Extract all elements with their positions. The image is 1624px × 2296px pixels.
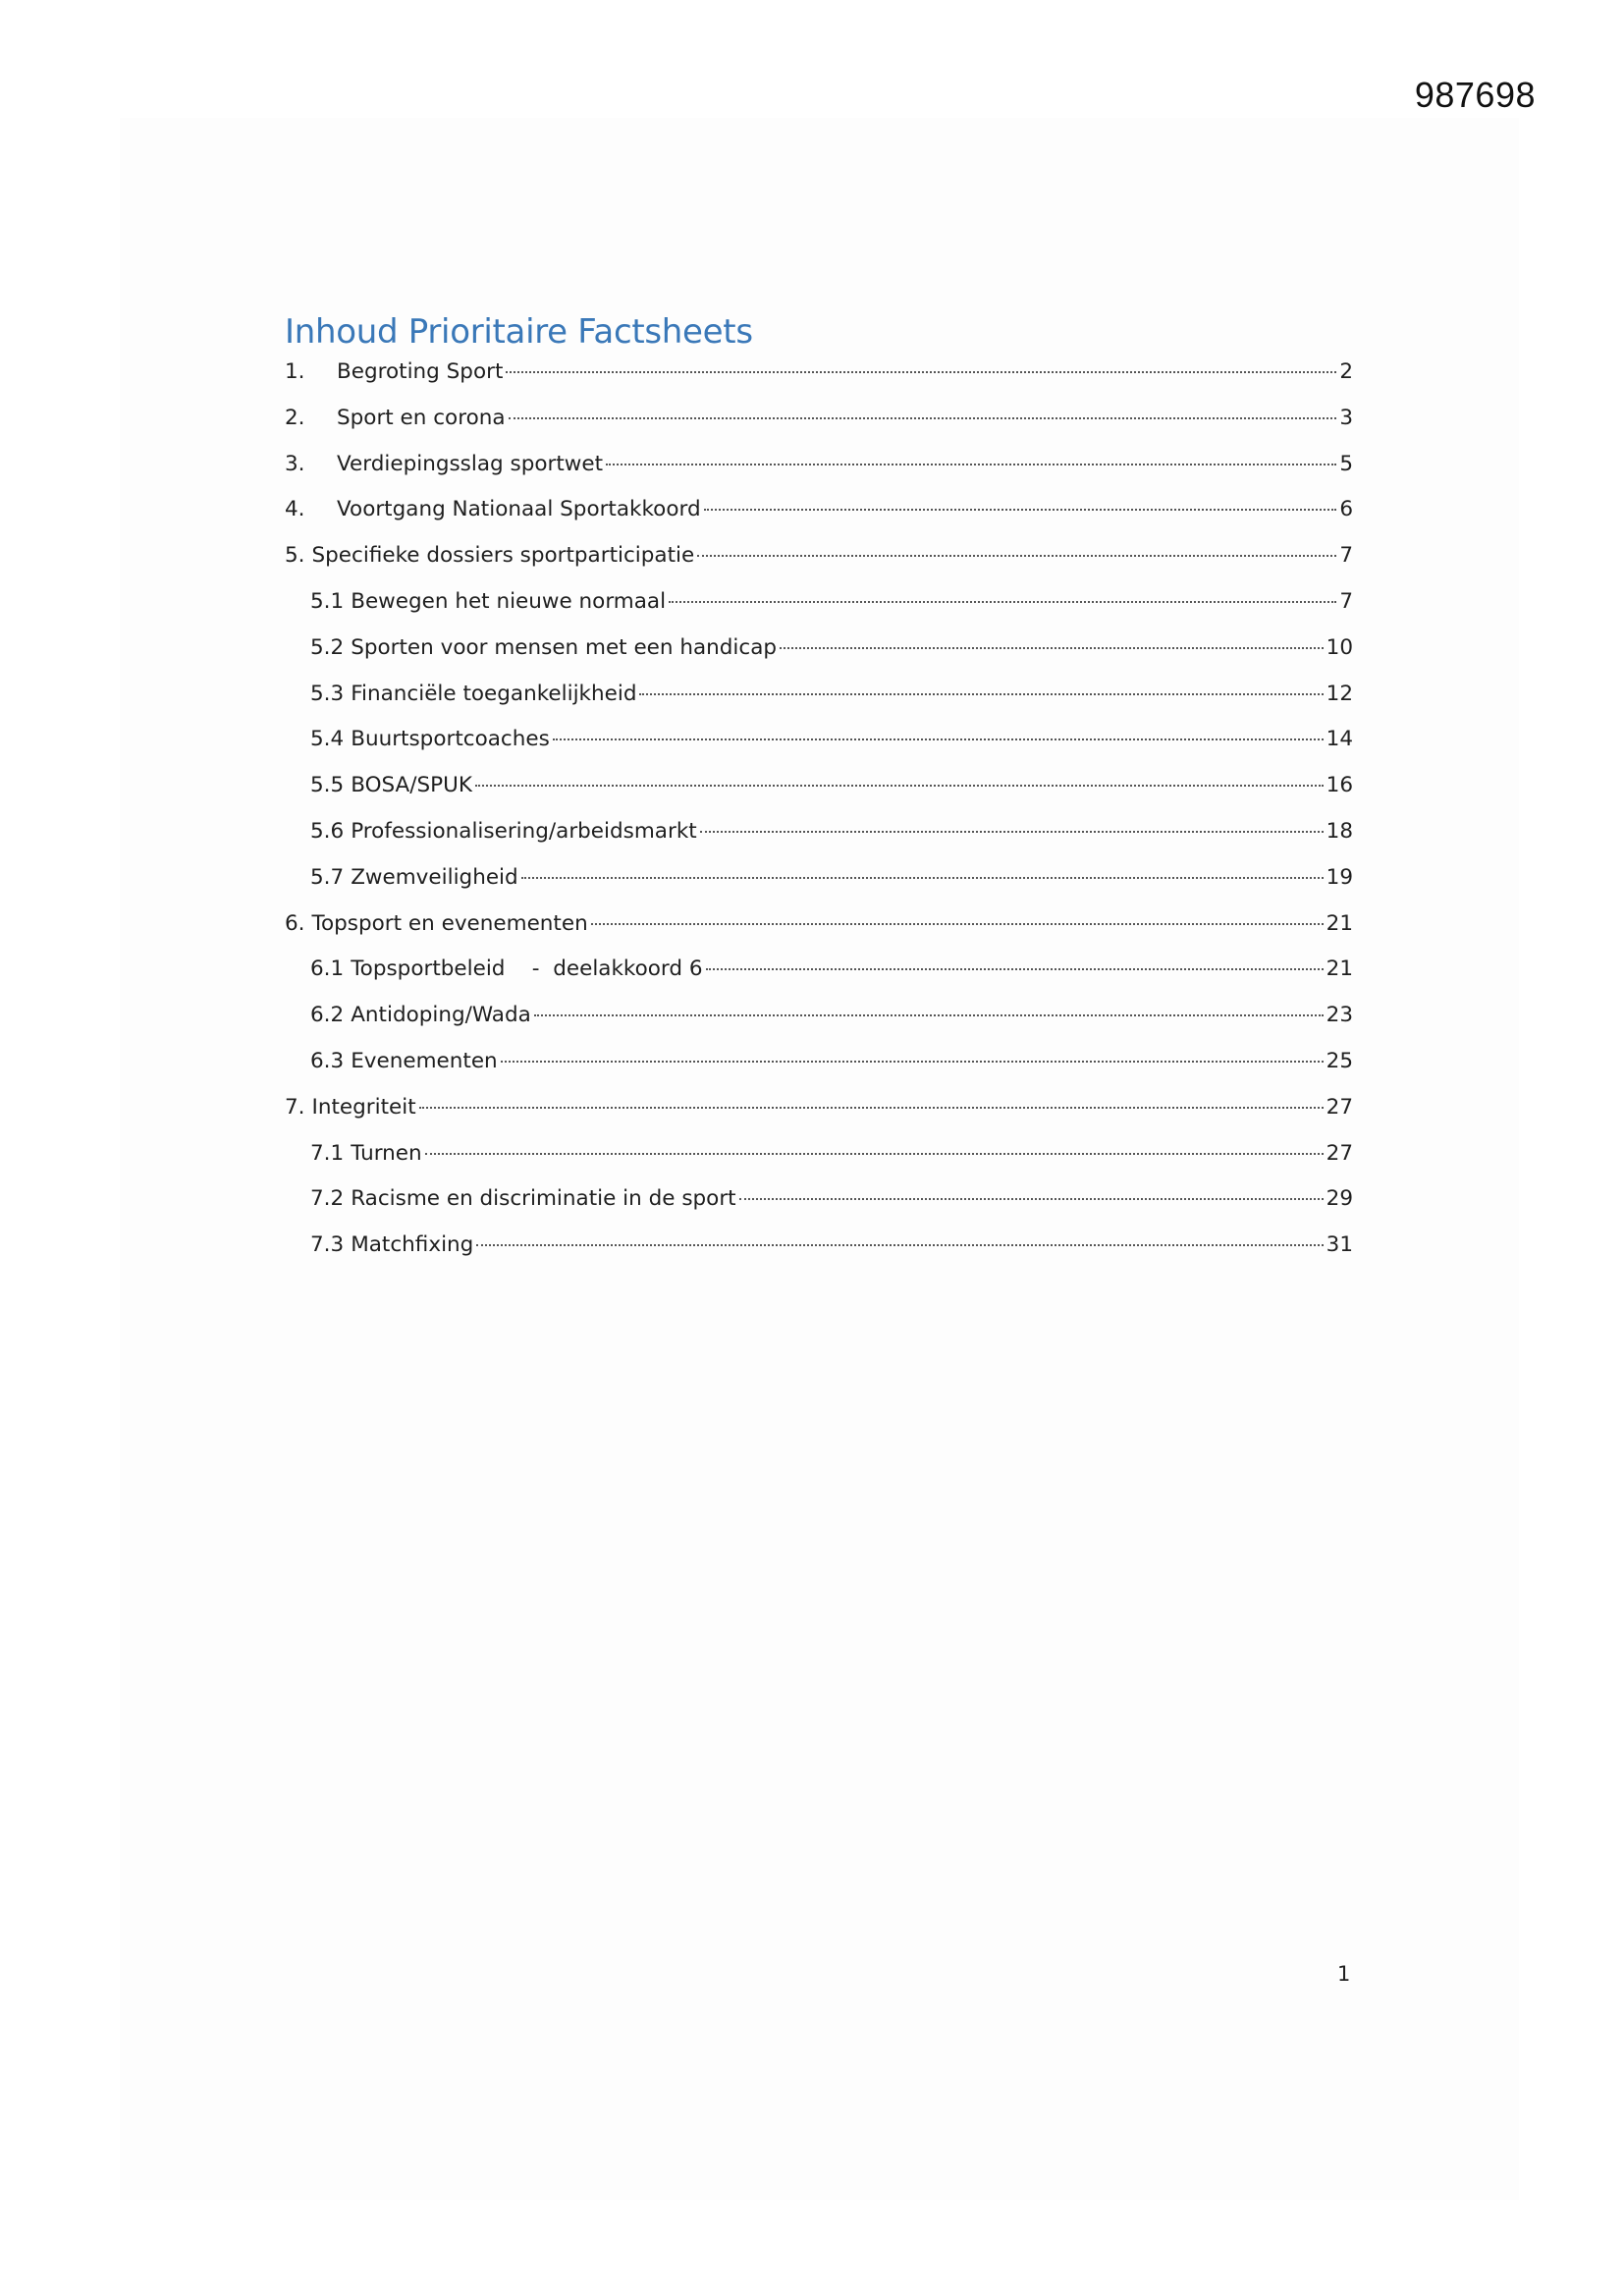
page-number: 1 bbox=[1337, 1962, 1351, 1986]
toc-entry[interactable] bbox=[285, 452, 1353, 498]
toc-entry-number: 5.6 bbox=[310, 818, 345, 844]
toc-entry[interactable] bbox=[285, 957, 1353, 1003]
toc-entry-page: 19 bbox=[1326, 864, 1353, 890]
toc-entry-label: Matchfixing bbox=[351, 1232, 474, 1258]
toc-dot-leader bbox=[606, 464, 1336, 465]
toc-dot-leader bbox=[697, 555, 1336, 557]
toc-entry-page: 5 bbox=[1339, 451, 1353, 476]
toc-entry[interactable] bbox=[285, 1232, 1353, 1279]
toc-entry-number: 3. bbox=[285, 451, 305, 476]
toc-entry-number: 5.1 bbox=[310, 588, 345, 614]
toc-entry-label: Bewegen het nieuwe normaal bbox=[351, 588, 667, 614]
toc-dot-leader bbox=[475, 785, 1324, 787]
toc-entry-label: Topsportbeleid - deelakkoord 6 bbox=[351, 957, 703, 982]
toc-entry[interactable] bbox=[285, 1003, 1353, 1049]
toc-entry[interactable] bbox=[285, 359, 1353, 406]
toc-entry-page: 21 bbox=[1326, 910, 1353, 936]
toc-entry-label: Specifieke dossiers sportparticipatie bbox=[311, 543, 695, 569]
toc-dot-leader bbox=[639, 693, 1323, 695]
toc-dot-leader bbox=[780, 647, 1324, 649]
toc-dot-leader bbox=[669, 601, 1336, 603]
toc-dot-leader bbox=[591, 923, 1324, 925]
toc-dot-leader bbox=[700, 831, 1324, 833]
toc-entry[interactable] bbox=[285, 635, 1353, 682]
toc-entry[interactable] bbox=[285, 406, 1353, 452]
toc-entry-page: 16 bbox=[1326, 773, 1353, 798]
toc-entry-label: Turnen bbox=[351, 1140, 422, 1166]
toc-entry-page: 2 bbox=[1339, 359, 1353, 384]
toc-entry-label: Professionalisering/arbeidsmarkt bbox=[351, 818, 697, 844]
toc-entry-label: Financiële toegankelijkheid bbox=[351, 681, 637, 706]
toc-entry-label: Racisme en discriminatie in de sport bbox=[351, 1186, 736, 1212]
toc-entry-label: Topsport en evenementen bbox=[311, 910, 588, 936]
toc-entry[interactable] bbox=[285, 497, 1353, 543]
toc-entry[interactable] bbox=[285, 1049, 1353, 1095]
toc-entry-number: 4. bbox=[285, 497, 305, 522]
toc-entry-number: 2. bbox=[285, 405, 305, 430]
toc-entry-number: 7.2 bbox=[310, 1186, 345, 1212]
toc-entry-number: 6.2 bbox=[310, 1003, 345, 1028]
toc-dot-leader bbox=[506, 371, 1336, 373]
toc-entry-number: 5.7 bbox=[310, 864, 345, 890]
toc-entry-number: 5.2 bbox=[310, 634, 345, 660]
toc-entry-label: Integriteit bbox=[311, 1094, 416, 1120]
document-id: 987698 bbox=[1414, 75, 1536, 115]
toc-entry-page: 23 bbox=[1326, 1003, 1353, 1028]
toc-entry[interactable] bbox=[285, 727, 1353, 773]
toc-entry-label: Buurtsportcoaches bbox=[351, 727, 550, 752]
toc-entry-page: 18 bbox=[1326, 818, 1353, 844]
toc-entry-number: 7. bbox=[285, 1094, 305, 1120]
toc-title: Inhoud Prioritaire Factsheets bbox=[285, 312, 753, 352]
toc-entry-label: Sport en corona bbox=[337, 405, 506, 430]
toc-entry-page: 14 bbox=[1326, 727, 1353, 752]
toc-entry-page: 7 bbox=[1339, 543, 1353, 569]
toc-entry[interactable] bbox=[285, 911, 1353, 957]
toc-dot-leader bbox=[704, 509, 1337, 511]
toc-entry-page: 31 bbox=[1326, 1232, 1353, 1258]
toc-dot-leader bbox=[706, 968, 1324, 970]
toc-dot-leader bbox=[501, 1061, 1324, 1063]
toc-entry-page: 6 bbox=[1339, 497, 1353, 522]
toc-entry[interactable] bbox=[285, 543, 1353, 589]
toc-dot-leader bbox=[425, 1153, 1324, 1155]
toc-entry-page: 29 bbox=[1326, 1186, 1353, 1212]
toc-entry-page: 10 bbox=[1326, 634, 1353, 660]
toc-entry-page: 3 bbox=[1339, 405, 1353, 430]
toc-entry[interactable] bbox=[285, 1095, 1353, 1141]
toc-entry-label: Evenementen bbox=[351, 1048, 498, 1073]
toc-entry-number: 5.5 bbox=[310, 773, 345, 798]
toc-entry-number: 5. bbox=[285, 543, 305, 569]
toc-entry[interactable] bbox=[285, 773, 1353, 819]
toc-entry[interactable] bbox=[285, 865, 1353, 911]
toc-entry-label: BOSA/SPUK bbox=[351, 773, 472, 798]
toc-entry-page: 25 bbox=[1326, 1048, 1353, 1073]
toc-entry-label: Sporten voor mensen met een handicap bbox=[351, 634, 778, 660]
toc-entry-number: 1. bbox=[285, 359, 305, 384]
toc-entry[interactable] bbox=[285, 682, 1353, 728]
toc-entry-label: Voortgang Nationaal Sportakkoord bbox=[337, 497, 701, 522]
toc-entry[interactable] bbox=[285, 1186, 1353, 1232]
toc-entry-number: 5.4 bbox=[310, 727, 345, 752]
toc-entry[interactable] bbox=[285, 1141, 1353, 1187]
toc-dot-leader bbox=[739, 1198, 1324, 1200]
toc-entry-page: 27 bbox=[1326, 1140, 1353, 1166]
toc-entry-label: Begroting Sport bbox=[337, 359, 504, 384]
toc-entry-number: 5.3 bbox=[310, 681, 345, 706]
toc-dot-leader bbox=[419, 1107, 1324, 1109]
toc-entry-number: 7.1 bbox=[310, 1140, 345, 1166]
toc-entry-page: 12 bbox=[1326, 681, 1353, 706]
toc-entry-number: 6. bbox=[285, 910, 305, 936]
toc-entry-label: Zwemveiligheid bbox=[351, 864, 518, 890]
toc-entry-page: 7 bbox=[1339, 588, 1353, 614]
toc-entry-label: Verdiepingsslag sportwet bbox=[337, 451, 604, 476]
toc-entry-page: 21 bbox=[1326, 957, 1353, 982]
toc-entry-number: 6.1 bbox=[310, 957, 345, 982]
toc-dot-leader bbox=[509, 417, 1337, 419]
toc-dot-leader bbox=[553, 738, 1324, 740]
toc-entry[interactable] bbox=[285, 819, 1353, 865]
toc-entry-page: 27 bbox=[1326, 1094, 1353, 1120]
toc-dot-leader bbox=[534, 1014, 1324, 1016]
toc-entry-number: 7.3 bbox=[310, 1232, 345, 1258]
toc-entry[interactable] bbox=[285, 589, 1353, 635]
table-of-contents bbox=[285, 359, 1353, 1279]
toc-entry-label: Antidoping/Wada bbox=[351, 1003, 531, 1028]
toc-dot-leader bbox=[476, 1244, 1323, 1246]
toc-dot-leader bbox=[521, 877, 1324, 879]
toc-entry-number: 6.3 bbox=[310, 1048, 345, 1073]
